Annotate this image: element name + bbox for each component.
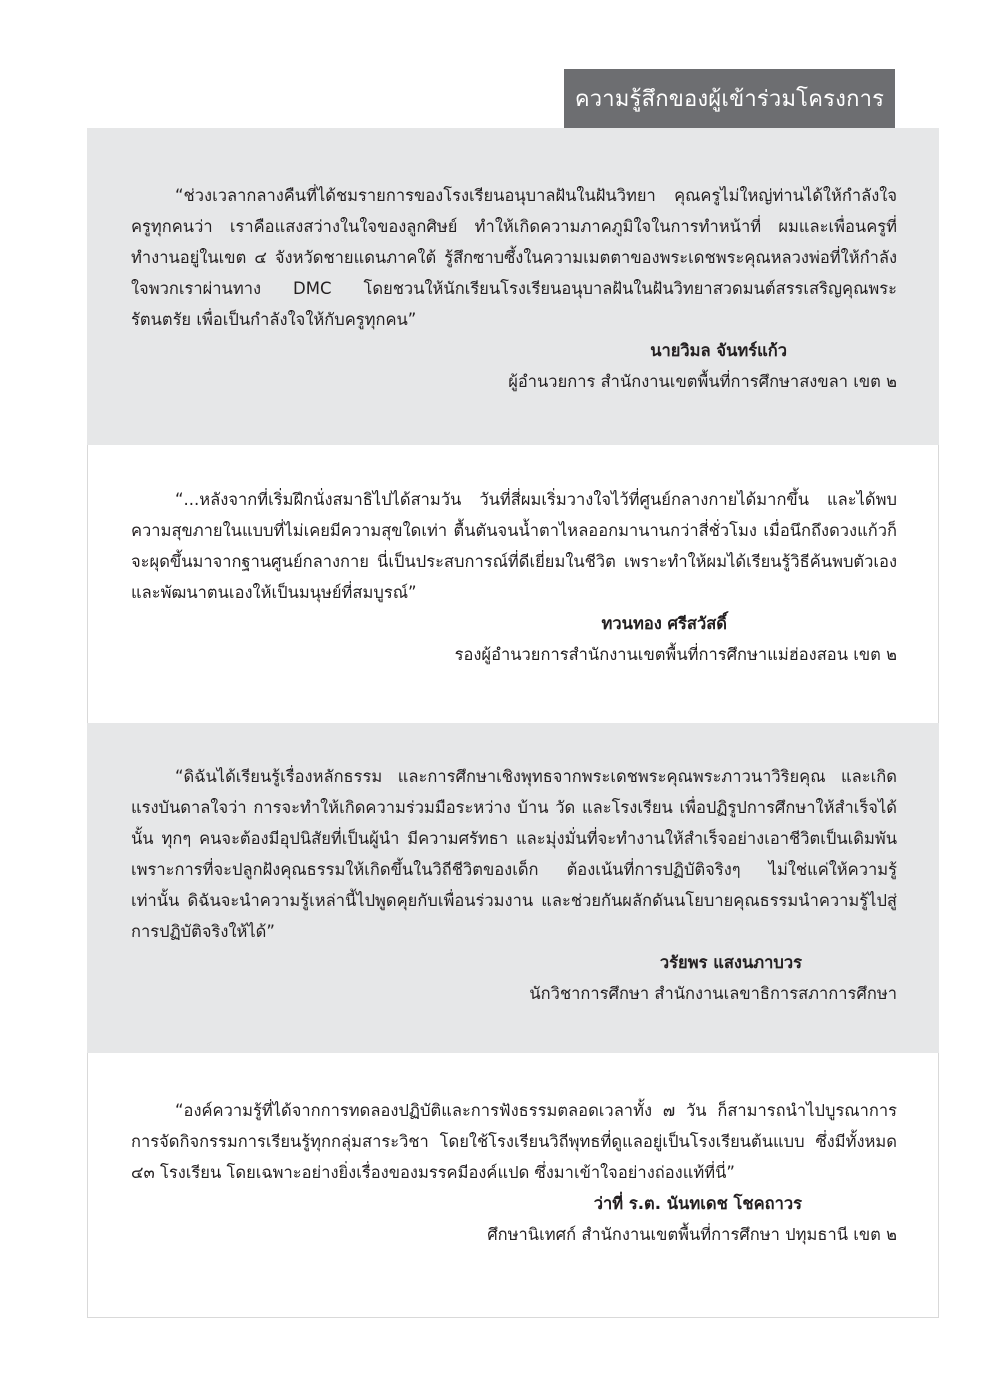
testimonial-position: รองผู้อำนวยการสำนักงานเขตพื้นที่การศึกษาแม่ฮ่องสอน เขต ๒ [454, 645, 897, 664]
testimonial-position: ผู้อำนวยการ สำนักงานเขตพื้นที่การศึกษาสงขลา เขต ๒ [508, 372, 897, 391]
testimonial-position: ศึกษานิเทศก์ สำนักงานเขตพื้นที่การศึกษา ปทุมธานี เขต ๒ [487, 1225, 897, 1244]
testimonial-quote: “ช่วงเวลากลางคืนที่ได้ชมรายการของโรงเรียนอนุบาลฝันในฝันวิทยา คุณครูไม่ใหญ่ท่านได้ให้กำลังใจครูทุกคนว่า เราคือแสงสว่างในใจของลูกศิษย์ ทำให้เกิดความภาคภูมิใจในการทำหน้าที่ ผมและเพื่อนครูที่ทำงานอยู่ในเขต ๔ จังหวัดชายแดนภาคใต้ รู้สึกซาบซึ้งในความเมตตาของพระเดชพระคุณหลวงพ่อที่ให้กำลังใจพวกเราผ่านทาง DMC โดยชวนให้นักเรียนโรงเรียนอนุบาลฝันในฝันวิทยาสวดมนต์สรรเสริญคุณพระรัตนตรัย เพื่อเป็นกำลังใจให้กับครูทุกคน” [131, 186, 897, 329]
testimonial-name: วรัยพร แสงนภาบวร [659, 953, 802, 972]
testimonial-card-1 [87, 128, 939, 445]
testimonial-name: ทวนทอง ศรีสวัสดิ์ [601, 614, 727, 633]
testimonial-card-3 [87, 723, 939, 1053]
testimonial-quote: “องค์ความรู้ที่ได้จากการทดลองปฏิบัติและการฟังธรรมตลอดเวลาทั้ง ๗ วัน ก็สามารถนำไปบูรณาการการจัดกิจกรรมการเรียนรู้ทุกกลุ่มสาระวิชา โดยใช้โรงเรียนวิถีพุทธที่ดูแลอยู่เป็นโรงเรียนต้นแบบ ซึ่งมีทั้งหมด ๔๓ โรงเรียน โดยเฉพาะอย่างยิ่งเรื่องของมรรคมีองค์แปด ซึ่งมาเข้าใจอย่างถ่องแท้ที่นี่” [131, 1101, 897, 1182]
testimonial-card-2 [87, 445, 939, 723]
testimonial-name: ว่าที่ ร.ต. นันทเดช โชคถาวร [593, 1194, 802, 1213]
testimonial-card-4 [87, 1053, 939, 1318]
testimonial-position: นักวิชาการศึกษา สำนักงานเลขาธิการสภาการศึกษา [529, 984, 897, 1003]
testimonial-quote: “ดิฉันได้เรียนรู้เรื่องหลักธรรม และการศึกษาเชิงพุทธจากพระเดชพระคุณพระภาวนาวิริยคุณ และเกิดแรงบันดาลใจว่า การจะทำให้เกิดความร่วมมือระหว่าง บ้าน วัด และโรงเรียน เพื่อปฏิรูปการศึกษาให้สำเร็จได้นั้น ทุกๆ คนจะต้องมีอุปนิสัยที่เป็นผู้นำ มีความศรัทธา และมุ่งมั่นที่จะทำงานให้สำเร็จอย่างเอาชีวิตเป็นเดิมพัน เพราะการที่จะปลูกฝังคุณธรรมให้เกิดขึ้นในวิถีชีวิตของเด็ก ต้องเน้นที่การปฏิบัติจริงๆ ไม่ใช่แค่ให้ความรู้เท่านั้น ดิฉันจะนำความรู้เหล่านี้ไปพูดคุยกับเพื่อนร่วมงาน และช่วยกันผลักดันนโยบายคุณธรรมนำความรู้ไปสู่การปฏิบัติจริงให้ได้” [131, 767, 897, 941]
testimonial-quote: “...หลังจากที่เริ่มฝึกนั่งสมาธิไปได้สามวัน วันที่สี่ผมเริ่มวางใจไว้ที่ศูนย์กลางกายได้มากขึ้น และได้พบความสุขภายในแบบที่ไม่เคยมีความสุขใดเท่า ตื้นตันจนน้ำตาไหลออกมานานกว่าสี่ชั่วโมง เมื่อนึกถึงดวงแก้วก็จะผุดขึ้นมาจากฐานศูนย์กลางกาย นี่เป็นประสบการณ์ที่ดีเยี่ยมในชีวิต เพราะทำให้ผมได้เรียนรู้วิธีค้นพบตัวเอง และพัฒนาตนเองให้เป็นมนุษย์ที่สมบูรณ์” [131, 490, 897, 602]
page-title: ความรู้สึกของผู้เข้าร่วมโครงการ [564, 69, 895, 128]
testimonial-name: นายวิมล จันทร์แก้ว [650, 341, 787, 360]
